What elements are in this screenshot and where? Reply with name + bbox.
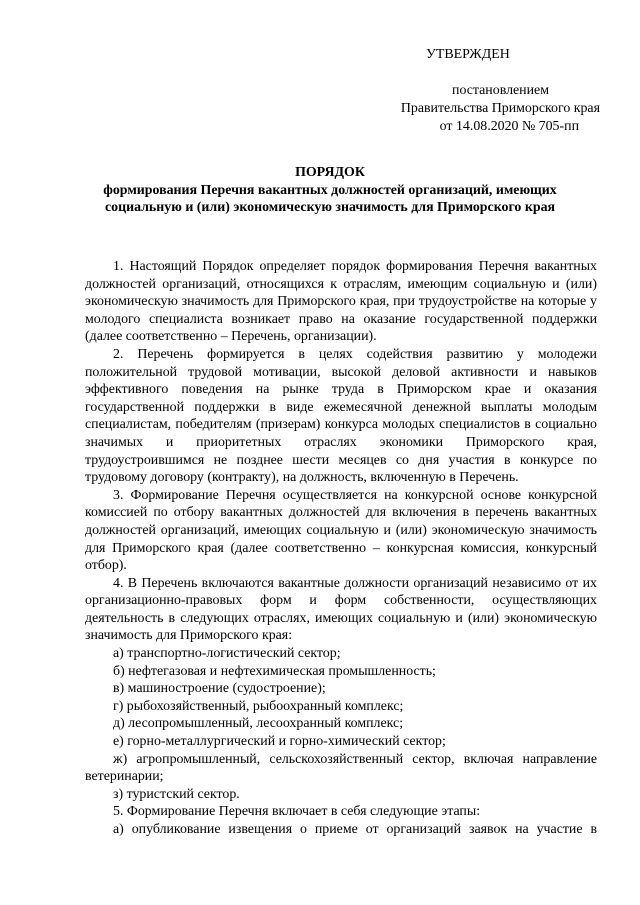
sector-item: д) лесопромышленный, лесоохранный комплекс; <box>113 716 404 732</box>
title-line-1: формирования Перечня вакантных должностей организаций, имеющих <box>103 182 557 198</box>
sector-item: з) туристский сектор. <box>113 786 240 802</box>
approval-line-2: Правительства Приморского края <box>400 101 600 116</box>
document-body <box>85 258 597 839</box>
sector-item: ж) агропромышленный, сельскохозяйственный сектор, включая направление ветеринарии; <box>85 751 597 785</box>
paragraph-5-item-a: а) опубликование извещения о приеме от организаций заявок на участие в <box>113 822 597 837</box>
approval-line-1: постановлением <box>452 83 549 98</box>
paragraph-5: 5. Формирование Перечня включает в себя следующие этапы: <box>113 804 481 820</box>
approval-stamp: УТВЕРЖДЕН <box>426 47 510 62</box>
title-line-2: социальную и (или) экономическую значимость для Приморского края <box>104 200 556 216</box>
sector-item: б) нефтегазовая и нефтехимическая промышленность; <box>113 663 436 679</box>
sector-item: е) горно-металлургический и горно-химический сектор; <box>113 734 446 750</box>
title-heading: ПОРЯДОК <box>295 165 365 180</box>
paragraph-4: 4. В Перечень включаются вакантные должности организаций независимо от их организационно-правовых форм и форм собственности, осуществляющих деятельность в следующих отраслях, имеющих социальную и (или) экономическую значимость для Приморского края: <box>85 575 597 644</box>
paragraph-2: 2. Перечень формируется в целях содействия развитию у молодежи положительной трудовой мотивации, высокой деловой активности и навыков эффективного поведения на рынке труда в Приморском крае и оказания государственной поддержки в виде ежемесячной денежной выплаты молодым специалистам, победителям (призерам) конкурса молодых специалистов в социально значимых и приоритетных отраслях экономики Приморского края, трудоустроившимся не позднее шести месяцев со дня участия в конкурсе по трудовому договору (контракту), на должность, включенную в Перечень. <box>85 346 597 486</box>
paragraph-1: 1. Настоящий Порядок определяет порядок формирования Перечня вакантных должностей организаций, относящихся к отраслям, имеющим социальную и (или) экономическую значимость для Приморского края, при трудоустройстве на которые у молодого специалиста возникает право на оказание государственной поддержки (далее соответственно – Перечень, организации). <box>85 259 597 345</box>
sector-item: а) транспортно-логистический сектор; <box>113 646 341 662</box>
document-title <box>60 164 600 217</box>
sector-item: в) машиностроение (судостроение); <box>113 681 326 697</box>
paragraph-3: 3. Формирование Перечня осуществляется на конкурсной основе конкурсной комиссией по отбору вакантных должностей для включения в перечень вакантных должностей организаций, имеющих социальную и (или) экономическую значимость для Приморского края (далее соответственно – конкурсная комиссия, конкурсный отбор). <box>85 487 597 574</box>
sector-item: г) рыбохозяйственный, рыбоохранный комплекс; <box>113 698 404 714</box>
approval-line-3: от 14.08.2020 № 705-пп <box>439 119 579 134</box>
